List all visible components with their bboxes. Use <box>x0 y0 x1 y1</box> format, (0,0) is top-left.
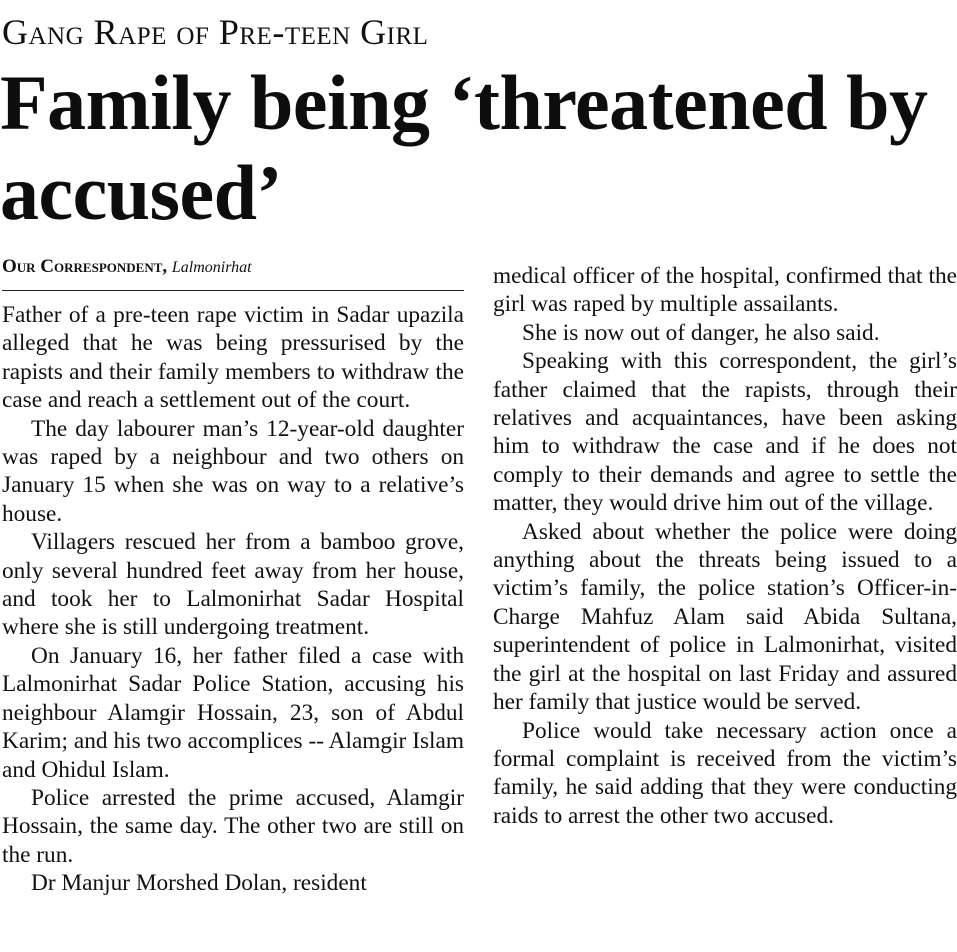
paragraph: Father of a pre-teen rape victim in Sadar upazila alleged that he was being pressurised by the rapists and their family members to withdraw the case and reach a settlement out of the court. <box>2 302 464 414</box>
article-column-right <box>493 262 957 830</box>
paragraph: On January 16, her father filed a case with Lalmonirhat Sadar Police Station, accusing his neighbour Alamgir Hossain, 23, son of Abdul Karim; and his two accomplices -- Alamgir Islam and Ohidul Islam. <box>2 642 464 783</box>
headline: Family being ‘threatened by accused’ <box>0 59 928 236</box>
paragraph-continued: medical officer of the hospital, confirmed that the girl was raped by multiple assailants. <box>493 263 957 318</box>
paragraph: Police would take necessary action once a formal complaint is received from the victim’s family, he said adding that they were conducting raids to arrest the other two accused. <box>493 717 957 829</box>
paragraph: Speaking with this correspondent, the girl’s father claimed that the rapists, through their relatives and acquaintances, have been asking him to withdraw the case and if he does not comply to their demands and agree to settle the matter, they would drive him out of the village. <box>493 348 957 517</box>
paragraph: Asked about whether the police were doing anything about the threats being issued to a victim’s family, the police station’s Officer-in-Charge Mahfuz Alam said Abida Sultana, superintendent of police in Lalmonirhat, visited the girl at the hospital on last Friday and assured her family that justice would be served. <box>493 518 957 716</box>
paragraph: The day labourer man’s 12-year-old daughter was raped by a neighbour and two others on January 15 when she was on way to a relative’s house. <box>2 415 464 527</box>
article-column-left <box>2 301 464 898</box>
paragraph: She is now out of danger, he also said. <box>522 319 880 346</box>
byline-divider <box>2 290 464 291</box>
kicker-title: Gang Rape of Pre-teen Girl <box>2 12 429 52</box>
byline-location: Lalmonirhat <box>171 259 252 276</box>
byline-author: Our Correspondent, <box>2 256 168 277</box>
paragraph: Police arrested the prime accused, Alamgir Hossain, the same day. The other two are still on the run. <box>2 784 464 868</box>
paragraph: Dr Manjur Morshed Dolan, resident <box>31 870 367 897</box>
byline <box>2 255 252 280</box>
paragraph: Villagers rescued her from a bamboo grove, only several hundred feet away from her house, and took her to Lalmonirhat Sadar Hospital where she is still undergoing treatment. <box>2 529 464 641</box>
